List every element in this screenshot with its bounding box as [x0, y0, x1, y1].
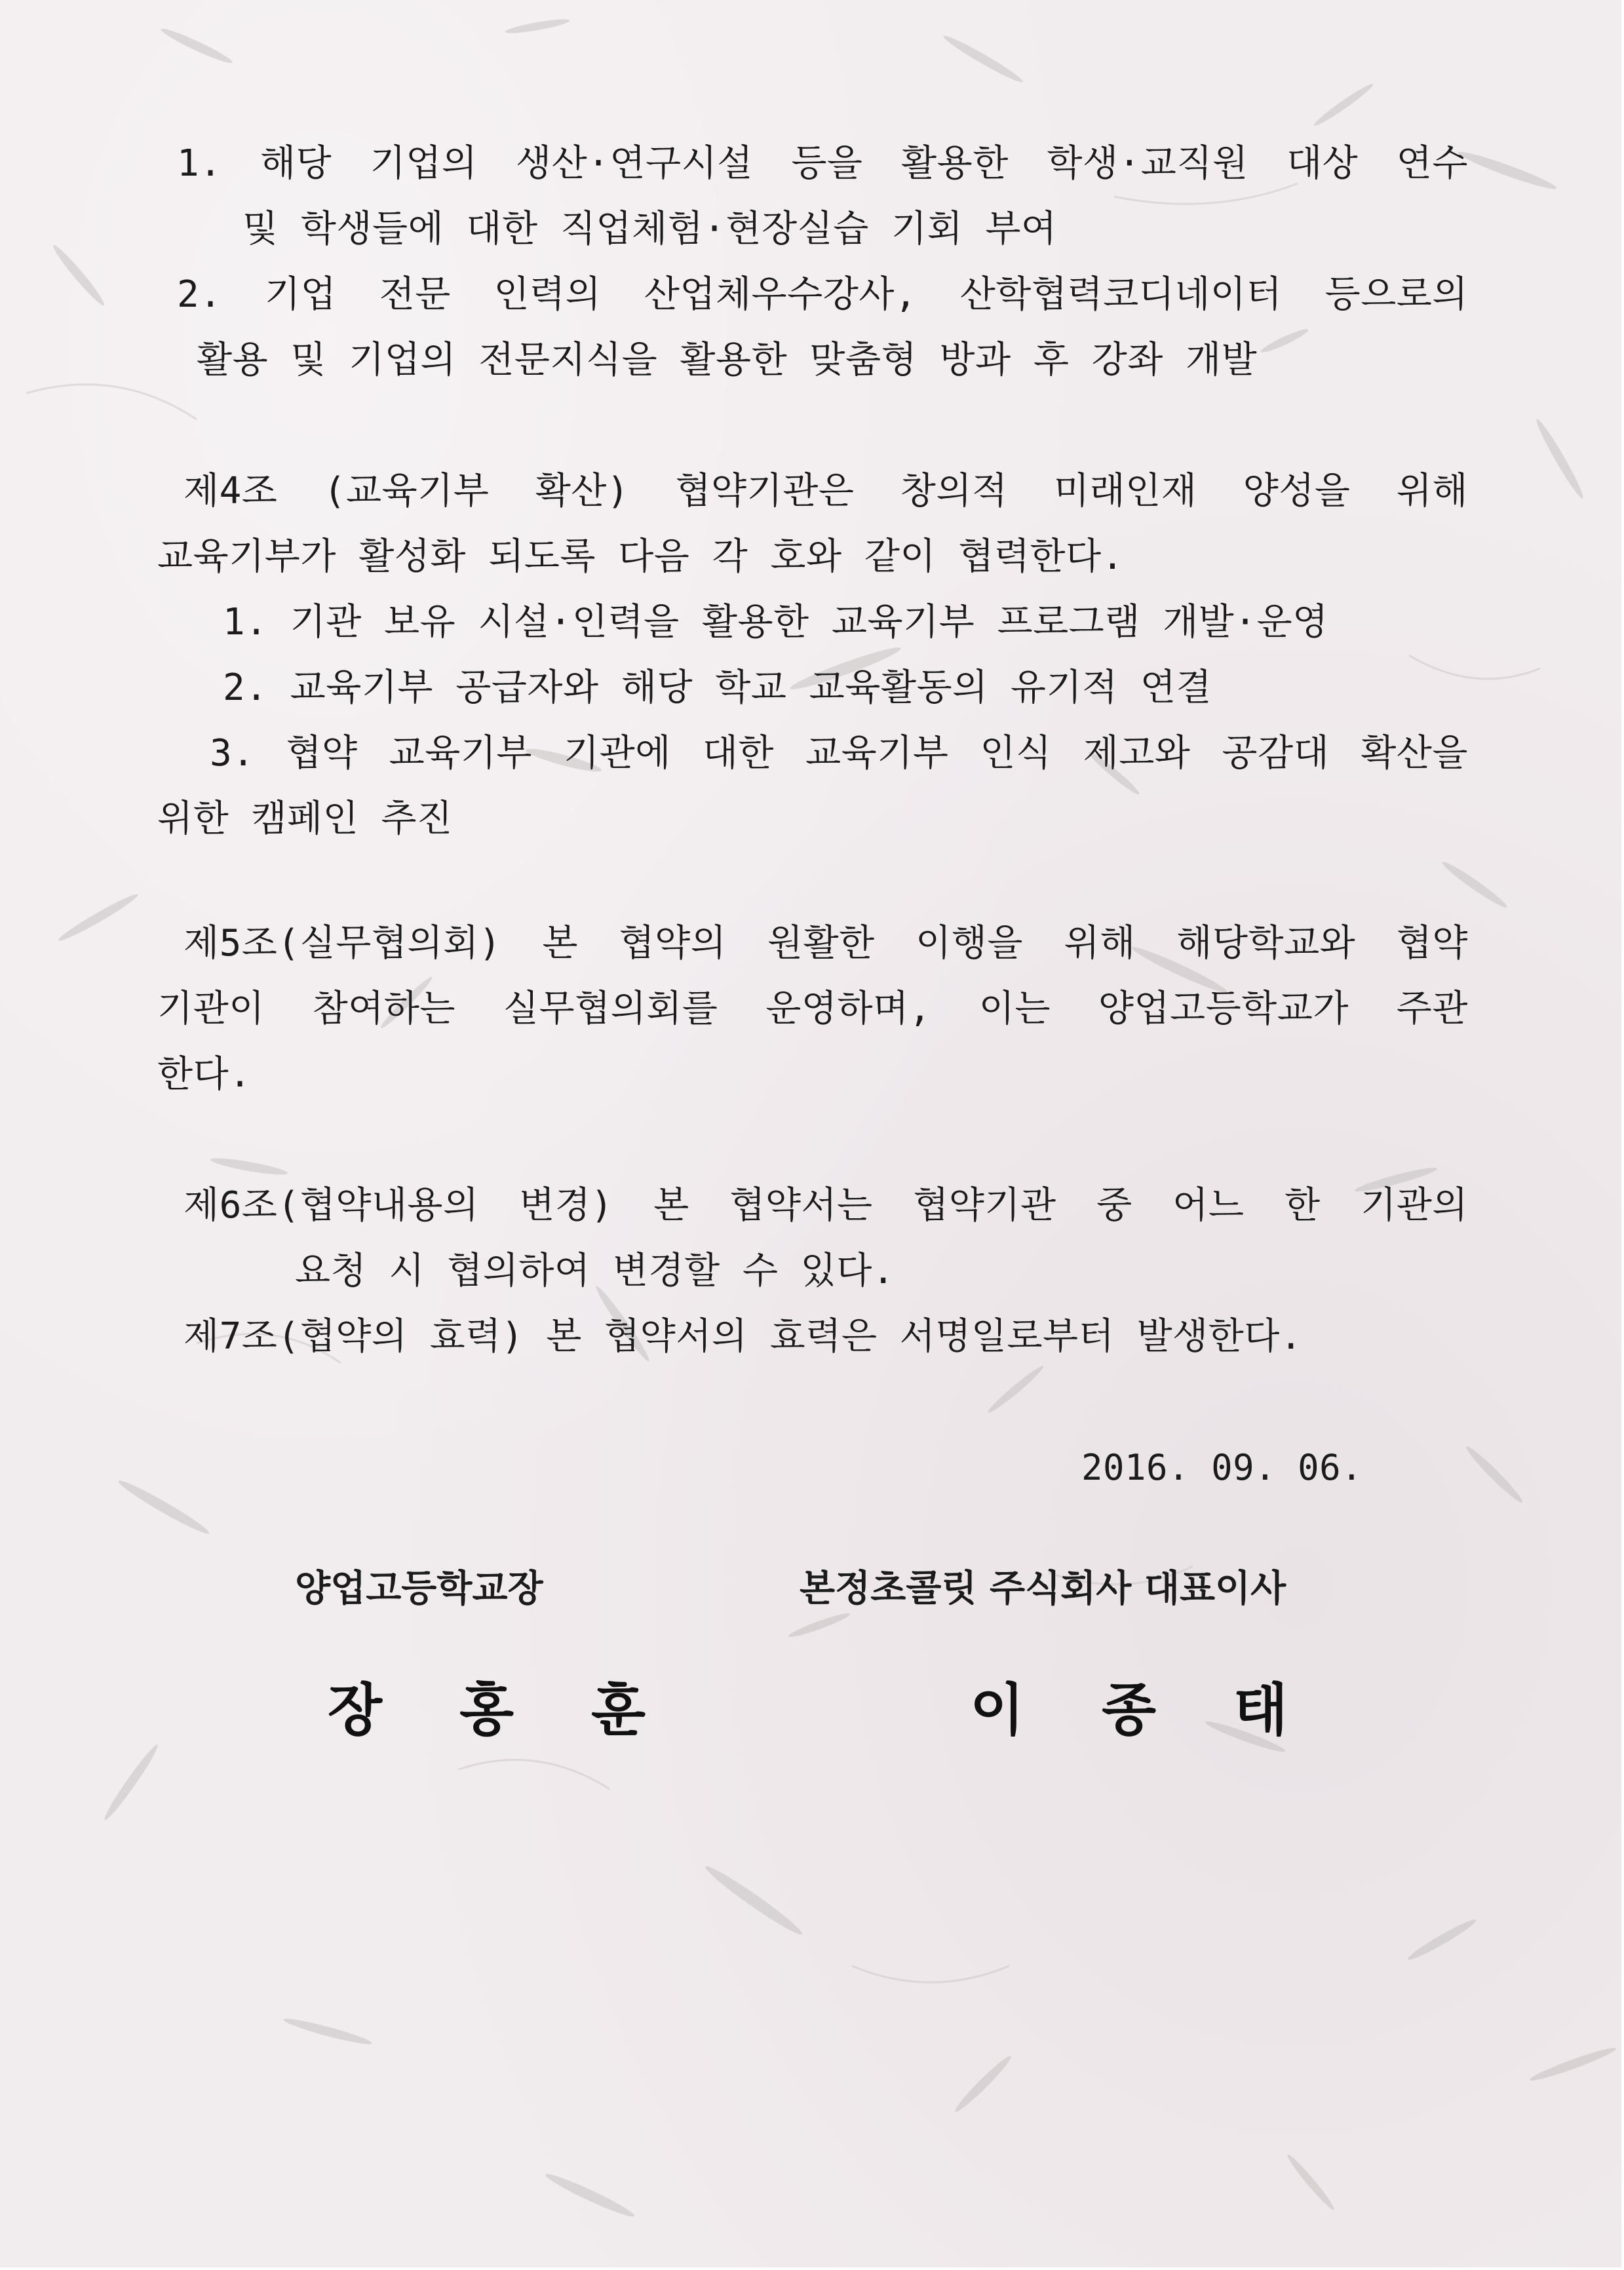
article5-line1: 제5조(실무협의회) 본 협약의 원활한 이행을 위해 해당학교와 협약 — [184, 922, 1468, 965]
signatory-company-name: 이 종 태 — [970, 1678, 1317, 1743]
article3-item2-line1: 2. 기업 전문 인력의 산업체우수강사, 산학협력코디네이터 등으로의 — [177, 273, 1468, 316]
article4-item3-continued: 위한 캠페인 추진 — [157, 798, 453, 840]
signatory-company-title: 본정초콜릿 주식회사 대표이사 — [800, 1568, 1286, 1610]
article6-line1: 제6조(협약내용의 변경) 본 협약서는 협약기관 중 어느 한 기관의 — [184, 1184, 1468, 1227]
article5-line2: 기관이 참여하는 실무협의회를 운영하며, 이는 양업고등학교가 주관 — [157, 988, 1468, 1030]
article3-item1-line1: 1. 해당 기업의 생산·연구시설 등을 활용한 학생·교직원 대상 연수 — [177, 142, 1468, 185]
agreement-date: 2016. 09. 06. — [1081, 1447, 1363, 1488]
article6-line2: 요청 시 협의하여 변경할 수 있다. — [295, 1250, 895, 1292]
article4-item1: 1. 기관 보유 시설·인력을 활용한 교육기부 프로그램 개발·운영 — [223, 601, 1328, 644]
article3-item1-line2: 및 학생들에 대한 직업체험·현장실습 기회 부여 — [242, 208, 1057, 250]
signatory-school-title: 양업고등학교장 — [295, 1568, 543, 1610]
article4-item2: 2. 교육기부 공급자와 해당 학교 교육활동의 유기적 연결 — [223, 666, 1212, 709]
article3-item2-line2: 활용 및 기업의 전문지식을 활용한 맞춤형 방과 후 강좌 개발 — [197, 339, 1258, 381]
article4-heading-line2: 교육기부가 활성화 되도록 다음 각 호와 같이 협력한다. — [157, 535, 1124, 578]
signatory-school-name: 장 홍 훈 — [328, 1678, 675, 1743]
article4-heading-line1: 제4조 (교육기부 확산) 협약기관은 창의적 미래인재 양성을 위해 — [184, 470, 1468, 512]
article4-item3: 3. 협약 교육기부 기관에 대한 교육기부 인식 제고와 공감대 확산을 — [210, 732, 1468, 775]
article5-line3: 한다. — [157, 1053, 252, 1096]
article7: 제7조(협약의 효력) 본 협약서의 효력은 서명일로부터 발생한다. — [184, 1315, 1303, 1358]
